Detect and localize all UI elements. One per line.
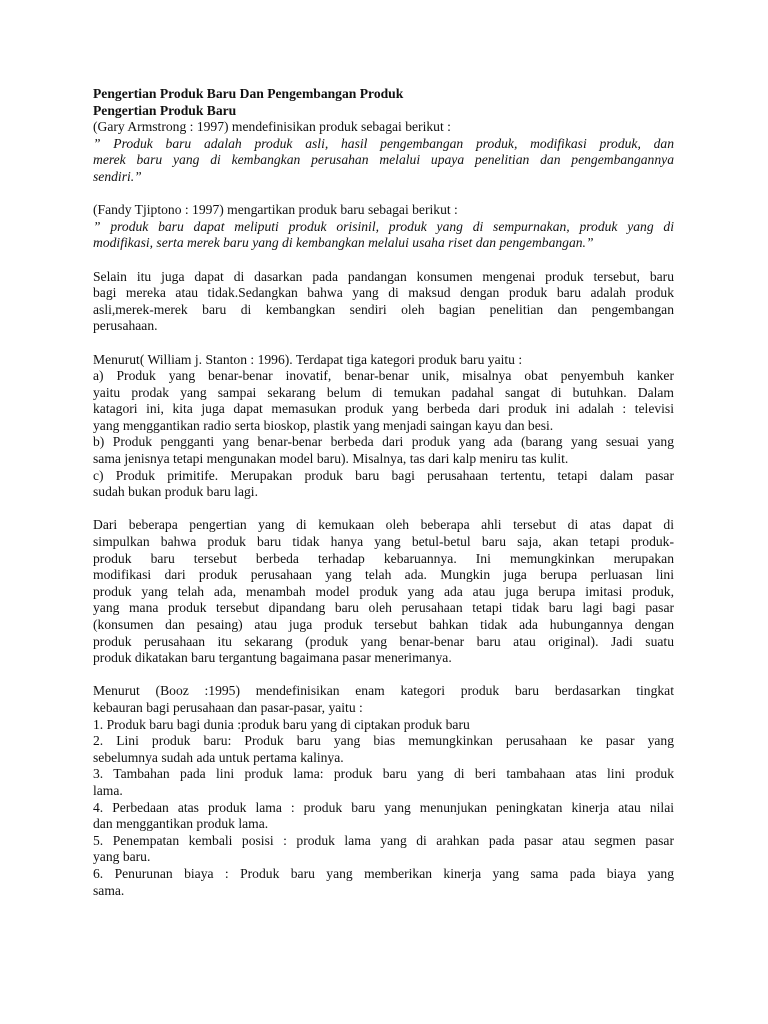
text-line: modifikasi dari produk perusahaan yang telah ada. Mungkin juga berupa perluasan lini: [93, 567, 674, 583]
text-line: produk baru tersebut berbeda terhadap kebaruannya. Ini memungkinkan merupakan: [93, 550, 674, 566]
document-page: [93, 86, 674, 899]
text-line: yang baru.: [93, 849, 151, 865]
text-line: yang mana produk tersebut dipandang baru oleh perusahaan tetapi tidak baru lagi bagi pasar: [93, 600, 674, 616]
paragraph: [93, 119, 674, 136]
paragraph: [93, 733, 674, 766]
text-line: merek baru yang di kembangkan perusahan melalui upaya penelitian dan pengembangannya: [93, 152, 674, 168]
text-line: produk perusahaan itu sekarang (produk yang benar-benar baru atau original). Jadi suatu: [93, 633, 674, 649]
text-line: ” produk baru dapat meliputi produk orisinil, produk yang di sempurnakan, produk yang di: [93, 218, 674, 234]
text-line: sendiri.”: [93, 168, 142, 184]
paragraph-gap: [93, 252, 674, 269]
paragraph-gap: [93, 501, 674, 518]
paragraph: [93, 717, 674, 734]
text-line: Menurut( William j. Stanton : 1996). Terdapat tiga kategori produk baru yaitu :: [93, 351, 523, 367]
text-line: simpulkan bahwa produk baru tidak hanya yang betul-betul baru saja, akan tetapi produk-: [93, 534, 674, 550]
text-line: sama.: [93, 882, 125, 898]
text-line: yang menggantikan radio serta bioskop, plastik yang menjadi saingan kayu dan besi.: [93, 417, 554, 433]
text-line: asli,merek-merek baru di kembangkan sendiri oleh bagian penelitian dan pengembangan: [93, 301, 674, 317]
text-line: modifikasi, serta merek baru yang di kembangkan melalui usaha riset dan pengembangan.”: [93, 235, 594, 251]
text-line: (Fandy Tjiptono : 1997) mengartikan produk baru sebagai berikut :: [93, 202, 458, 218]
paragraph: [93, 352, 674, 369]
text-line: katagori ini, kita juga dapat memasukan produk yang berbeda dari produk ini adalah : televisi: [93, 401, 674, 417]
paragraph-gap: [93, 335, 674, 352]
text-line: sudah bukan produk baru lagi.: [93, 484, 258, 500]
paragraph: [93, 269, 674, 335]
paragraph: [93, 833, 674, 866]
text-line: yaitu prodak yang sampai sekarang belum di temukan padahal sangat di butuhkan. Dalam: [93, 384, 674, 400]
text-line: Selain itu juga dapat di dasarkan pada pandangan konsumen mengenai produk tersebut, baru: [93, 268, 674, 284]
text-line: kebauran bagi perusahaan dan pasar-pasar, yaitu :: [93, 699, 363, 715]
text-line: b) Produk pengganti yang benar-benar berbeda dari produk yang ada (barang yang sesuai yang: [93, 434, 674, 450]
paragraph: [93, 136, 674, 186]
paragraph: [93, 766, 674, 799]
text-line: bagi mereka atau tidak.Sedangkan bahwa yang di maksud dengan produk baru adalah produk: [93, 285, 674, 301]
text-line: 5. Penempatan kembali posisi : produk lama yang di arahkan pada pasar atau segmen pasar: [93, 832, 674, 848]
text-line: 3. Tambahan pada lini produk lama: produk baru yang di beri tambahaan atas lini produk: [93, 766, 674, 782]
document-subtitle: Pengertian Produk Baru: [93, 102, 237, 118]
paragraph-gap: [93, 186, 674, 203]
text-line: Dari beberapa pengertian yang di kemukaan oleh beberapa ahli tersebut di atas dapat di: [93, 517, 674, 533]
text-line: sebelumnya sudah ada untuk pertama kalinya.: [93, 749, 344, 765]
text-line: a) Produk yang benar-benar inovatif, benar-benar unik, misalnya obat penyembuh kanker: [93, 368, 674, 384]
document-body: [93, 119, 674, 899]
paragraph-gap: [93, 667, 674, 684]
paragraph: [93, 468, 674, 501]
text-line: 4. Perbedaan atas produk lama : produk baru yang menunjukan peningkatan kinerja atau nilai: [93, 799, 674, 815]
text-line: (Gary Armstrong : 1997) mendefinisikan produk sebagai berikut :: [93, 119, 451, 135]
text-line: 2. Lini produk baru: Produk baru yang bias memungkinkan perusahaan ke pasar yang: [93, 733, 674, 749]
text-line: (konsumen dan pesaing) atau juga produk tersebut bahkan tidak ada hubungannya dengan: [93, 617, 674, 632]
text-line: lama.: [93, 782, 123, 798]
paragraph: [93, 434, 674, 467]
paragraph: [93, 219, 674, 252]
paragraph: [93, 683, 674, 716]
text-line: 1. Produk baru bagi dunia :produk baru yang di ciptakan produk baru: [93, 716, 470, 732]
text-line: c) Produk primitife. Merupakan produk baru bagi perusahaan tertentu, tetapi dalam pasar: [93, 467, 674, 483]
paragraph: [93, 800, 674, 833]
text-line: Menurut (Booz :1995) mendefinisikan enam kategori produk baru berdasarkan tingkat: [93, 683, 674, 699]
paragraph: [93, 517, 674, 666]
text-line: produk dikatakan baru tergantung bagaimana pasar menerimanya.: [93, 650, 452, 666]
text-line: sama jenisnya tetapi mengunakan model baru). Misalnya, tas dari kalp meniru tas kulit.: [93, 451, 569, 467]
paragraph: [93, 368, 674, 434]
document-title: Pengertian Produk Baru Dan Pengembangan Produk: [93, 86, 404, 101]
text-line: produk yang telah ada, menambah model produk yang ada atau juga berupa imitasi produk,: [93, 583, 674, 599]
text-line: perusahaan.: [93, 318, 158, 334]
text-line: dan menggantikan produk lama.: [93, 816, 269, 832]
paragraph: [93, 202, 674, 219]
paragraph: [93, 866, 674, 899]
text-line: ” Produk baru adalah produk asli, hasil pengembangan produk, modifikasi produk, dan: [93, 135, 674, 151]
text-line: 6. Penurunan biaya : Produk baru yang memberikan kinerja yang sama pada biaya yang: [93, 865, 674, 881]
